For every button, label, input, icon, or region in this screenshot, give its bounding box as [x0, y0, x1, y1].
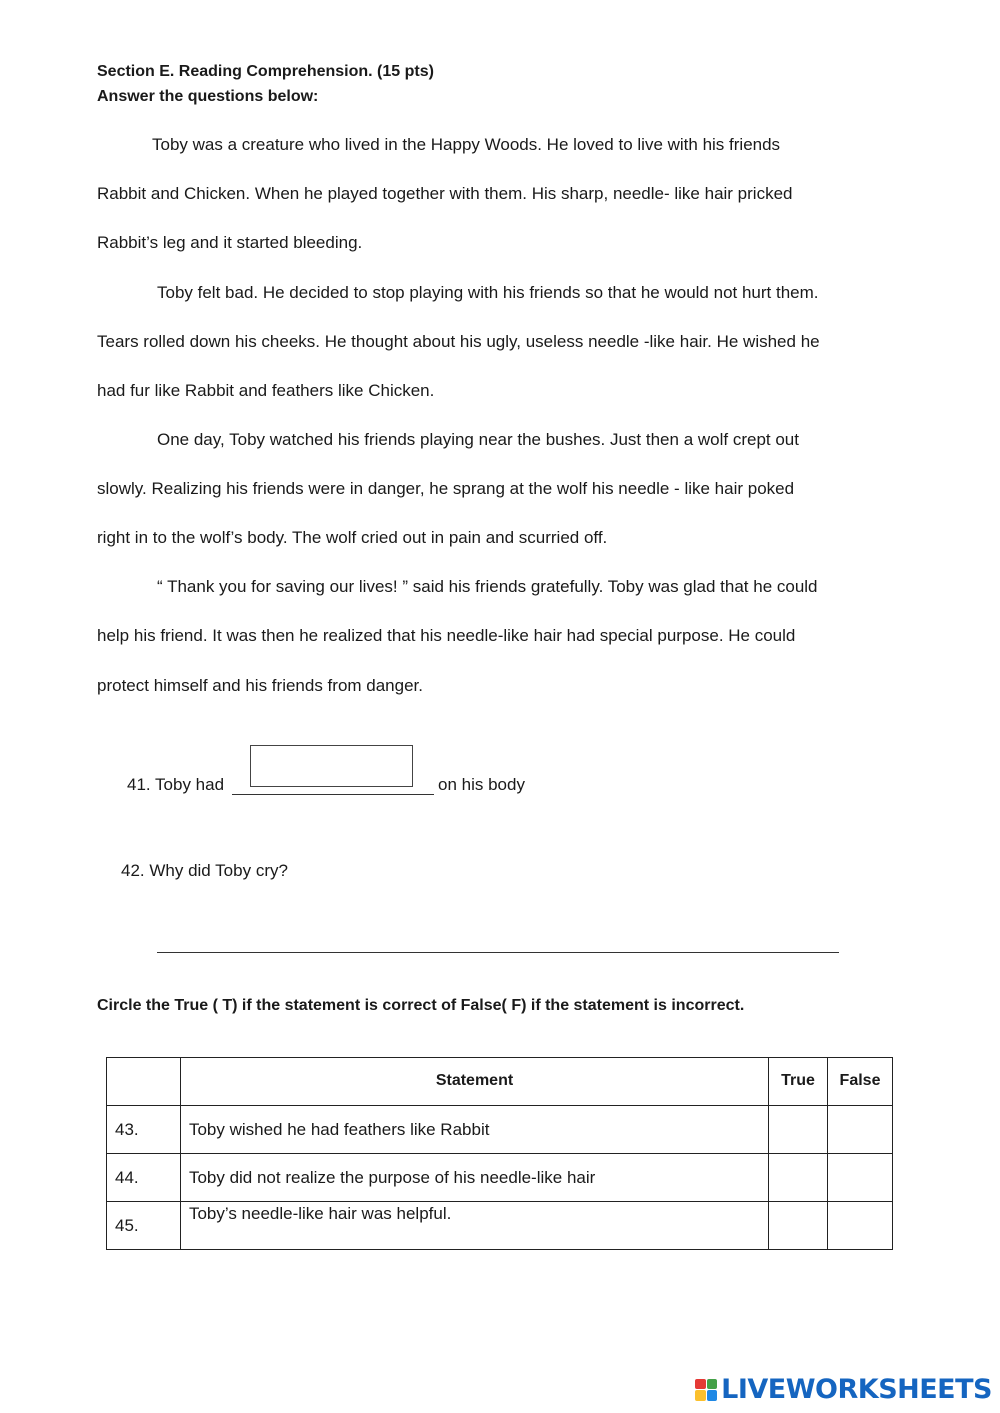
row-statement: Toby wished he had feathers like Rabbit	[180, 1106, 768, 1154]
header-false: False	[828, 1058, 893, 1106]
passage-line: Tears rolled down his cheeks. He thought about his ugly, useless needle -like hair. He wished he	[97, 332, 820, 351]
false-cell[interactable]	[828, 1202, 893, 1250]
logo-square-icon	[695, 1390, 706, 1401]
header-statement: Statement	[180, 1058, 768, 1106]
liveworksheets-logo	[695, 1374, 992, 1405]
header-number	[107, 1058, 181, 1106]
table-header-row	[107, 1058, 893, 1106]
true-cell[interactable]	[769, 1106, 828, 1154]
row-statement: Toby did not realize the purpose of his needle-like hair	[180, 1154, 768, 1202]
passage-line: Rabbit and Chicken. When he played together with them. His sharp, needle- like hair pricked	[97, 184, 793, 203]
section-instruction: Answer the questions below:	[97, 88, 319, 105]
table-row	[107, 1154, 893, 1202]
q41-suffix: on his body	[438, 775, 525, 794]
passage-line: had fur like Rabbit and feathers like Chicken.	[97, 381, 435, 400]
row-statement: Toby’s needle-like hair was helpful.	[180, 1202, 768, 1250]
passage-line: Toby was a creature who lived in the Happy Woods. He loved to live with his friends	[152, 135, 781, 154]
passage-line: Toby felt bad. He decided to stop playing with his friends so that he would not hurt them.	[157, 283, 819, 302]
q42-question: 42. Why did Toby cry?	[121, 861, 288, 880]
true-false-table	[106, 1057, 893, 1250]
q41-answer-input[interactable]	[250, 745, 413, 787]
false-cell[interactable]	[828, 1106, 893, 1154]
passage-line: One day, Toby watched his friends playing near the bushes. Just then a wolf crept out	[157, 430, 799, 449]
passage-line: protect himself and his friends from danger.	[97, 676, 423, 695]
true-cell[interactable]	[769, 1202, 828, 1250]
table-row	[107, 1202, 893, 1250]
passage-line: help his friend. It was then he realized that his needle-like hair had special purpose. He could	[97, 626, 796, 645]
passage-line: right in to the wolf’s body. The wolf cried out in pain and scurried off.	[97, 528, 608, 547]
section-title: Section E. Reading Comprehension. (15 pts)	[97, 63, 434, 80]
row-number: 45.	[107, 1202, 181, 1250]
passage-line: slowly. Realizing his friends were in danger, he sprang at the wolf his needle - like hair poked	[97, 479, 795, 498]
row-number: 43.	[107, 1106, 181, 1154]
q41-underline	[232, 794, 434, 795]
row-number: 44.	[107, 1154, 181, 1202]
tf-instruction: Circle the True ( T) if the statement is correct of False( F) if the statement is incorrect.	[97, 997, 745, 1014]
header-true: True	[769, 1058, 828, 1106]
passage-line: “ Thank you for saving our lives! ” said his friends gratefully. Toby was glad that he could	[157, 577, 818, 596]
logo-square-icon	[707, 1390, 718, 1401]
logo-square-icon	[707, 1379, 718, 1390]
liveworksheets-logo-text: LIVEWORKSHEETS	[721, 1374, 992, 1405]
logo-square-icon	[695, 1379, 706, 1390]
true-cell[interactable]	[769, 1154, 828, 1202]
q42-answer-line[interactable]	[157, 952, 839, 953]
q41-prefix: 41. Toby had	[127, 775, 225, 794]
table-row	[107, 1106, 893, 1154]
false-cell[interactable]	[828, 1154, 893, 1202]
liveworksheets-logo-icon	[695, 1379, 717, 1401]
passage-line: Rabbit’s leg and it started bleeding.	[97, 233, 363, 252]
